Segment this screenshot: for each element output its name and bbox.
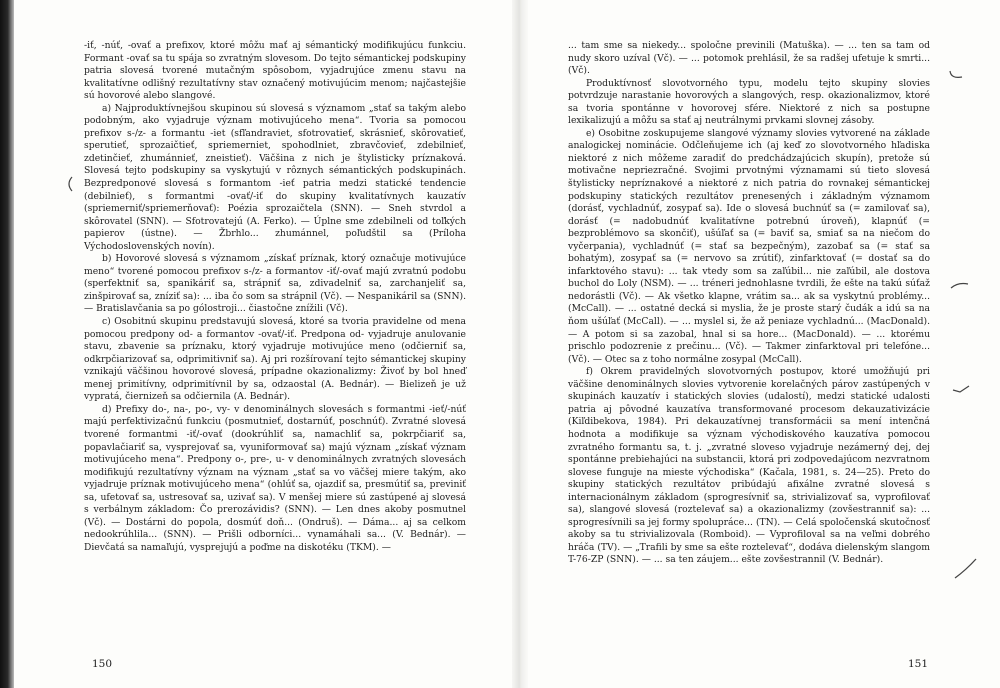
left-paragraph-1: -iť, -núť, -ovať a prefixov, ktoré môžu mať aj sémantický modifikujúcu funkciu. Formant -ovať sa tu spája so zvratným slovesom. Do tejto sémantickej podskupiny patria slovesá tvorené mutačným spôsobom, vyjadrujúce zmenu stavu na kvalitatívne odlišný rezultatívny stav označený motivujúcim menom; najčastejšie sú hovorové alebo slangové.: [84, 40, 466, 102]
right-page-text: [568, 40, 930, 567]
right-paragraph-3: e) Osobitne zoskupujeme slangové významy slovies vytvorené na základe analogickej nominácie. Odčleňujeme ich (aj keď zo slovotvorného hľadiska niektoré z nich môžeme zaradiť do predchádzajúcich skupín), pretože sú motivačne nepriezračné. Svojimi prvotnými významami sú tieto slovesá štylisticky nepríznakové a niektoré z nich patria do rovnakej sémantickej podskupiny statických rezultátov prenesených i základným významom (dorásť, vychladnúť, zosypať sa). Ide o slovesá buchnúť sa (= zamilovať sa), dorásť (= nadobudnúť kvalitatívne potrebnú úroveň), klapnúť (= bezproblémovo sa skončiť), ušúľať sa (= baviť sa, smiať sa na niečom do vyčerpania), vychladnúť (= stať sa bezpečným), zazobať sa (= stať sa bohatým), zosypať sa (= nervovo sa zrútiť), zinfarktovať (= dostať sa do infarktového stavu): ... tak vtedy som sa zaľúbil... nie zaľúbil, ale dostova buchol do Loly (NSM). — ... tréneri jednohlasne tvrdili, že ešte na takú súťaž nedorástli (Vč). — Ak všetko klapne, vrátim sa... ak sa vyskytnú problémy... (McCall). — ... ostatné decká si myslia, že je proste starý čudák a idú sa na ňom ušúľať (McCall). — ... myslel si, že až peniaze vychladnú... (MacDonald). — A potom si sa zazobal, hnal si sa hore... (MacDonald). — ... ktorému prischlo podozrenie z prečinu... (Vč). — Takmer zinfarktoval pri telefóne... (Vč). — Otec sa z toho normálne zosypal (McCall).: [568, 127, 930, 365]
left-paragraph-5: d) Prefixy do-, na-, po-, vy- v denominálnych slovesách s formantmi -ieť/-núť majú perfektivizačnú funkciu (posmutnieť, dostarnúť, poschnúť). Zvratné slovesá tvorené formantmi -iť/-ovať (dookrúhliť sa, namachliť sa, pokrpčiariť sa, popavlačiariť sa, vysprejovať sa, vyuniformovať sa) majú význam „získať význam motivujúceho mena“. Predpony o-, pre-, u- v denominálnych zvratných slovesách modifikujú rezultatívny význam na význam „stať sa vo väčšej miere takým, ako vyjadruje príznak motivujúceho mena“ (ohlúť sa, ojazdiť sa, presmútiť sa, previniť sa, ufetovať sa, ustresovať sa, uzivať sa). V menšej miere sú zastúpené aj slovesá s verbálnym základom: Čo prerozávidis? (SNN). — Len dnes akoby posmutnel (Vč). — Dostárni do popola, dosmúť doň... (Ondruš). — Dáma... aj sa celkom nedookrúhlila... (SNN). — Prišli odborníci... vynamáhali sa... (V. Bednár). —Dievčatá sa namaľujú, vysprejujú a poďme na diskotéku (TKM). —: [84, 403, 466, 553]
left-paragraph-3: b) Hovorové slovesá s významom „získať príznak, ktorý označuje motivujúce meno“ tvorené pomocou prefixov s-/z- a formantov -iť/-ovať majú zvratnú podobu (sperfektniť sa, spanikáriť sa, strápniť sa, zdivadelniť sa, zarchanjeliť sa, zinšpirovať sa, zníziť sa): ... iba čo som sa strápnil (Vč). — Nespanikáril sa (SNN). — Bratislavčania sa po gólostroji... čiastočne znížili (Vč).: [84, 253, 466, 315]
margin-dash-mark-icon: [950, 280, 970, 292]
book-edge-shadow: [0, 0, 14, 688]
right-page-number: 151: [908, 658, 929, 670]
margin-tick-mark-icon: [952, 384, 970, 396]
margin-bracket-mark-icon: [62, 176, 76, 192]
book-gutter: [512, 0, 528, 688]
left-page-number: 150: [92, 658, 113, 670]
margin-check-mark-icon: [948, 68, 964, 82]
left-page-text: [84, 40, 466, 554]
right-paragraph-2: Produktívnosť slovotvorného typu, modelu tejto skupiny slovies potvrdzuje narastanie hovorových a slangových, resp. okazionalizmov, ktoré sa tvoria spontánne v hovorovej sfére. Niektoré z nich sa postupne lexikalizujú a môžu sa stať aj neutrálnymi prvkami slovnej zásoby.: [568, 77, 930, 127]
right-paragraph-1: ... tam sme sa niekedy... spoločne previnili (Matuška). — ... ten sa tam od nudy skoro uzíval (Vč). — ... potomok prehlásil, že sa radšej ufetuje k smrti... (Vč).: [568, 40, 930, 77]
margin-stroke-mark-icon: [952, 556, 978, 582]
left-paragraph-4: c) Osobitnú skupinu predstavujú slovesá, ktoré sa tvoria pravidelne od mena pomocou predpony od- a formantov -ovať/-iť. Predpona od- vyjadruje anulovanie stavu, zbavenie sa príznaku, ktorý vyjadruje motivujúce meno (odčierniť sa, odkrpčiarizovať sa, odprimitivniť sa). Aj pri rozšírovaní tejto sémantickej skupiny vznikajú väčšinou hovorové slovesá, prípadne okazionalizmy: Živoť by bol hneď menej primitívny, odprimitívnil by sa, odzaostal (A. Bednár). — Bielizeň je už vypratá, čiernizeň sa odčiernila (A. Bednár).: [84, 316, 466, 403]
right-paragraph-4: f) Okrem pravidelných slovotvorných postupov, ktoré umožňujú pri väčšine denominálnych slovies vytvorenie korelačných párov zastúpených v skupinách kauzatív i statických slovies (udalostí), medzi statické udalosti patria aj pôvodné kauzatíva transformované procesom dekauzativizácie (Kiľdibekova, 1984). Pri dekauzatívnej transformácii sa mení intenčná hodnota a modifikuje sa význam východiskového kauzatíva pomocou zvratného formantu sa, t. j. „zvratné sloveso vyjadruje nezámerný dej, dej spontánne prebiehajúci na substancii, ktorá pri zodpovedajúcom nezvratnom slovese funguje na mieste východiska“ (Kačala, 1981, s. 24—25). Preto do skupiny statických rezultátov pribúdajú afixálne zvratné slovesá s internacionálnym základom (sprogresívniť sa, strivializovať sa, vyprofilovať sa), slangové slovesá (roztelevať sa) a okazionalizmy (zovšestranniť sa): ... sprogresívnili sa jej formy spolupráce... (TN). — Celá spoločenská skutočnosť akoby sa tu strivializovala (Romboid). — Vyprofiloval sa na veľmi dobrého hráča (TV). — „Trafili by sme sa ešte roztelevať“, dodáva dielenským slangom T-76-ZP (SNN). — ... sa ten záujem... ešte zovšestrannil (V. Bednár).: [568, 366, 931, 566]
left-paragraph-2: a) Najproduktívnejšou skupinou sú slovesá s významom „stať sa takým alebo podobným, ako vyjadruje význam motivujúceho mena“. Tvoria sa pomocou prefixov s-/z- a formantu -iet (sfľandraviet, sfotrovatieť, skrásnieť, skôrovatieť, sperutieť, sprozaičtieť, spriemerniet, spohodlniet, zbravčovieť, zdebilnieť, zdetinčieť, zhumánnieť, zneistieť). Väčšina z nich je štylisticky príznaková. Slovesá tejto podskupiny sa vyskytujú v rôznych sémantických podskupinách. Bezpredponové slovesá s formantom -ieť patria medzi statické tendencie (debilnieť), s formantmi -ovať/-iť do skupiny kvalitatívnych kauzatív (spriemerniť/spriemerňovať): Poézia sprozaičtela (SNN). — Sneh stvrdol a skôrovatel (SNN). — Sfotrovatejú (A. Ferko). — Úplne sme zdebilneli od toľkých papierov (ústne). — Žbrhlo... zhumánnel, poľudštil sa (Príloha Východoslovenských novín).: [84, 102, 466, 252]
